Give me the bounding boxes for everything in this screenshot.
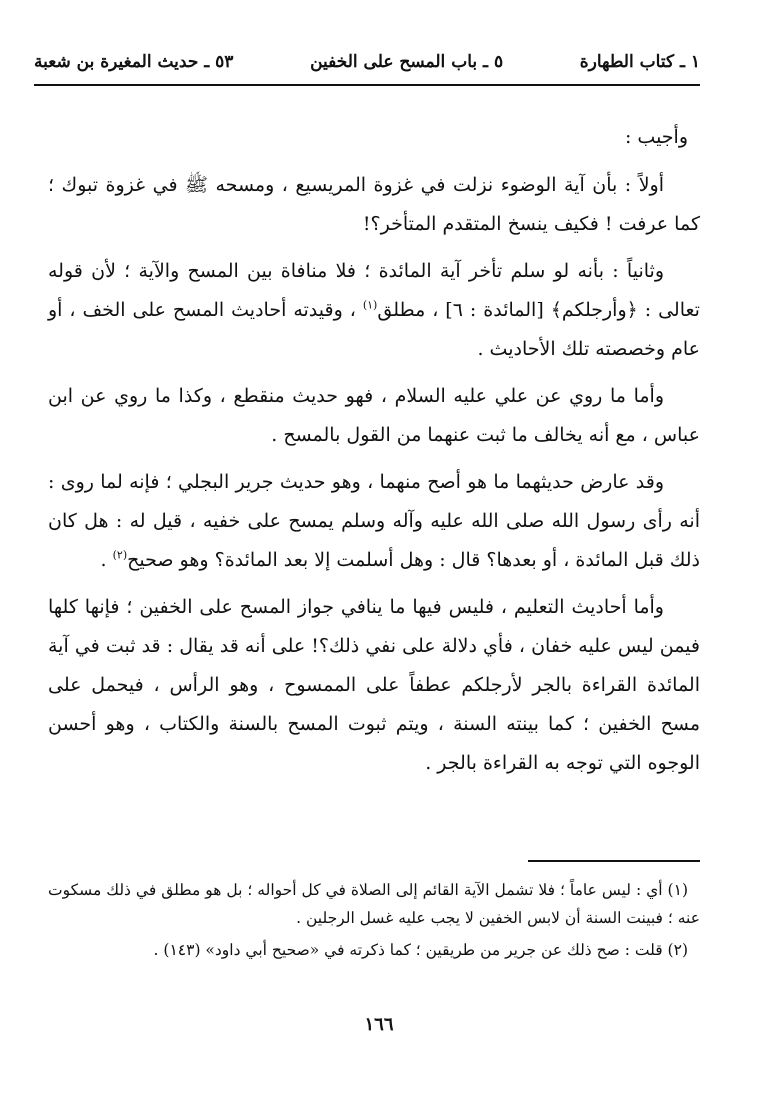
footnote-1: (١) أي : ليس عاماً ؛ فلا تشمل الآية القائم إلى الصلاة في كل أحواله ؛ بل هو مطلق في ذلك مسكوت عنه ؛ فبينت السنة أن لابس الخفين لا يجب عليه غسل الرجلين . [48,881,700,927]
page-number: ١٦٦ [364,1014,394,1035]
footnote-separator [528,860,700,862]
footnotes [48,876,700,968]
running-header [34,42,700,86]
second-answer-paragraph [48,252,700,369]
header-hadith-title: ٥٣ ـ حديث المغيرة بن شعبة [34,52,234,72]
footnote-reference-1[interactable]: (١) [362,298,378,312]
teaching-paragraph: وأما أحاديث التعليم ، فليس فيها ما ينافي جواز المسح على الخفين ؛ فإنها كلها فيمن ليس عليه خفان ، فأي دلالة على نفي ذلك؟! على أنه قد يقال : قد ثبت في آية المائدة القراءة بالجر لأرجلكم عطفاً على الممسوح ، وهو الرأس ، فيحمل على مسح الخفين ؛ كما بينته السنة ، ويتم ثبوت المسح بالسنة والكتاب ، وهو أحسن الوجوه التي توجه به القراءة بالجر . [48,596,700,774]
answer-intro: وأجيب : [624,126,688,148]
jarir-paragraph [48,463,700,580]
second-answer-text-end: ، وقيدته أحاديث المسح على الخف ، أو عام وخصصته تلك الأحاديث . [48,299,700,360]
ali-paragraph: وأما ما روي عن علي عليه السلام ، فهو حديث منقطع ، وكذا ما روي عن ابن عباس ، مع أنه يخالف ما ثبت عنهما من القول بالمسح . [48,385,700,446]
first-answer-paragraph: أولاً : بأن آية الوضوء نزلت في غزوة المريسيع ، ومسحه ﷺ في غزوة تبوك ؛ كما عرفت ! فكيف ينسخ المتقدم المتأخر؟! [48,174,700,235]
footnote-reference-2[interactable]: (٢) [112,548,128,562]
main-text [48,118,700,791]
jarir-paragraph-ending: . [100,549,113,571]
header-book-title: ١ ـ كتاب الطهارة [579,52,700,72]
second-answer-text-start: وثانياً : بأنه لو سلم تأخر آية المائدة ؛ فلا منافاة بين المسح والآية ؛ لأن قوله تعالى : ﴿وأرجلكم﴾ [المائدة : ٦] ، مطلق [48,260,700,321]
jarir-paragraph-text: وقد عارض حديثهما ما هو أصح منهما ، وهو حديث جرير البجلي ؛ فإنه لما روى : أنه رأى رسول الله صلى الله عليه وآله وسلم يمسح على خفيه ، قيل له : هل كان ذلك قبل المائدة ، أو بعدها؟ قال : وهل أسلمت إلا بعد المائدة؟ وهو صحيح [48,471,700,571]
header-chapter-title: ٥ ـ باب المسح على الخفين [310,52,504,72]
footnote-2: (٢) قلت : صح ذلك عن جرير من طريقين ؛ كما ذكرته في «صحيح أبي داود» (١٤٣) . [153,941,688,959]
